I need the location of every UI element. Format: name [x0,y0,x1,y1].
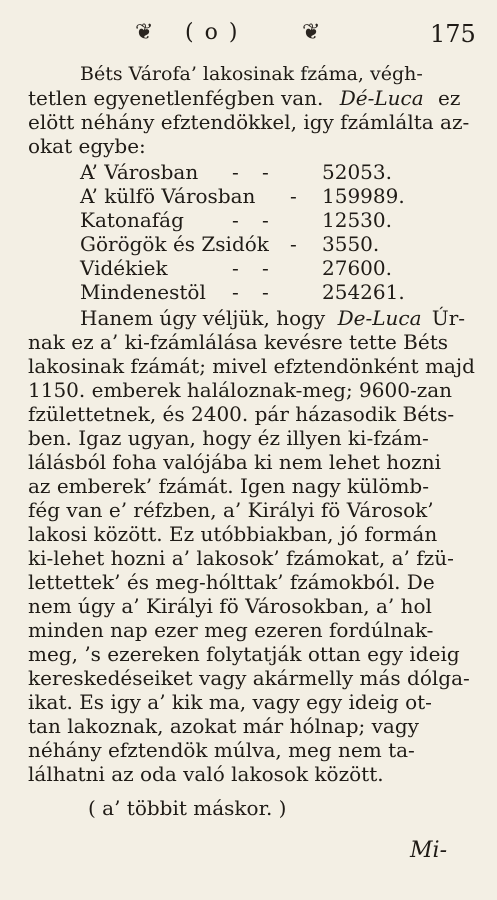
text-line: ikat. Es igy a’ kik ma, vagy egy ideig ot- [28,690,432,714]
census-dash: - [290,184,297,208]
census-dash: - [290,232,297,256]
text-line: lálhatni az oda való lakosok között. [28,762,384,786]
text-line: ben. Igaz ugyan, hogy éz illyen ki-fzám- [28,426,429,450]
census-dash: - [232,256,239,280]
text-line: tan lakoznak, azokat már hólnap; vagy [28,714,419,738]
ornament-left-icon: ❦ [135,20,154,45]
ornament-right-icon: ❦ [302,20,321,45]
census-label: Katonafág [80,208,184,232]
text-line: okat egybe: [28,134,146,158]
text-line: ( a’ többit máskor. ) [88,796,287,820]
text-line: meg, ’s ezereken folytatják ottan egy ideig [28,642,460,666]
census-row [0,256,497,280]
census-value: 159989. [322,184,405,208]
census-row [0,232,497,256]
text-segment: ez [438,86,461,110]
census-row [0,184,497,208]
census-dash: - [262,256,269,280]
page-header [0,14,497,54]
text-line [28,86,460,110]
author-name: De-Luca [337,306,422,330]
text-segment: Hanem úgy véljük, hogy [80,306,326,330]
text-line: fzülettetnek, és 2400. pár házasodik Béts- [28,402,455,426]
census-dash: - [232,280,239,304]
census-dash: - [232,160,239,184]
text-line: lálásból foha valójába ki nem lehet hozni [28,450,441,474]
census-dash: - [262,280,269,304]
census-label: A’ Városban [80,160,199,184]
text-line: az emberek’ fzámát. Igen nagy külömb- [28,474,429,498]
text-line: kereskedéseiket vagy akármelly más dólga- [28,666,470,690]
census-value: 27600. [322,256,392,280]
census-dash: - [232,208,239,232]
text-line: néhány efztendök múlva, meg nem ta- [28,738,415,762]
census-row [0,160,497,184]
text-line: nem úgy a’ Királyi fö Városokban, a’ hol [28,594,432,618]
census-dash: - [262,160,269,184]
text-line: 1150. emberek haláloznak-meg; 9600-zan [28,378,453,402]
text-segment: tetlen egyenetlenfégben van. [28,86,324,110]
census-label: Görögök és Zsidók [80,232,269,256]
census-value: 12530. [322,208,392,232]
text-line: ki-lehet hozni a’ lakosok’ fzámokat, a’ fzü- [28,546,454,570]
signature-mark: ( o ) [185,20,240,45]
text-line: fég van e’ réfzben, a’ Királyi fö Városok’ [28,498,434,522]
census-row [0,208,497,232]
census-row [0,280,497,304]
text-line: nak ez a’ ki-fzámlálása kevésre tette Béts [28,330,449,354]
catchword: Mi- [410,838,447,863]
author-name: Dé-Luca [339,86,424,110]
text-line: Béts Várofa’ lakosinak fzáma, végh- [80,63,423,85]
text-line: elött néhány efztendökkel, igy fzámlálta az- [28,110,470,134]
census-label: Vidékiek [80,256,168,280]
census-label: Mindenestöl [80,280,206,304]
text-line: lakosi között. Ez utóbbiakban, jó formán [28,522,438,546]
census-label: A’ külfö Városban [80,184,256,208]
text-line [80,306,465,330]
page-number: 175 [430,20,476,48]
text-line: lakosinak fzámát; mivel efztendönként majd [28,354,475,378]
census-value: 254261. [322,280,405,304]
census-dash: - [262,208,269,232]
text-line: lettettek’ és meg-hólttak’ fzámokból. De [28,570,435,594]
text-line: minden nap ezer meg ezeren fordúlnak- [28,618,434,642]
census-value: 3550. [322,232,380,256]
census-value: 52053. [322,160,392,184]
text-segment: Úr- [431,306,466,330]
